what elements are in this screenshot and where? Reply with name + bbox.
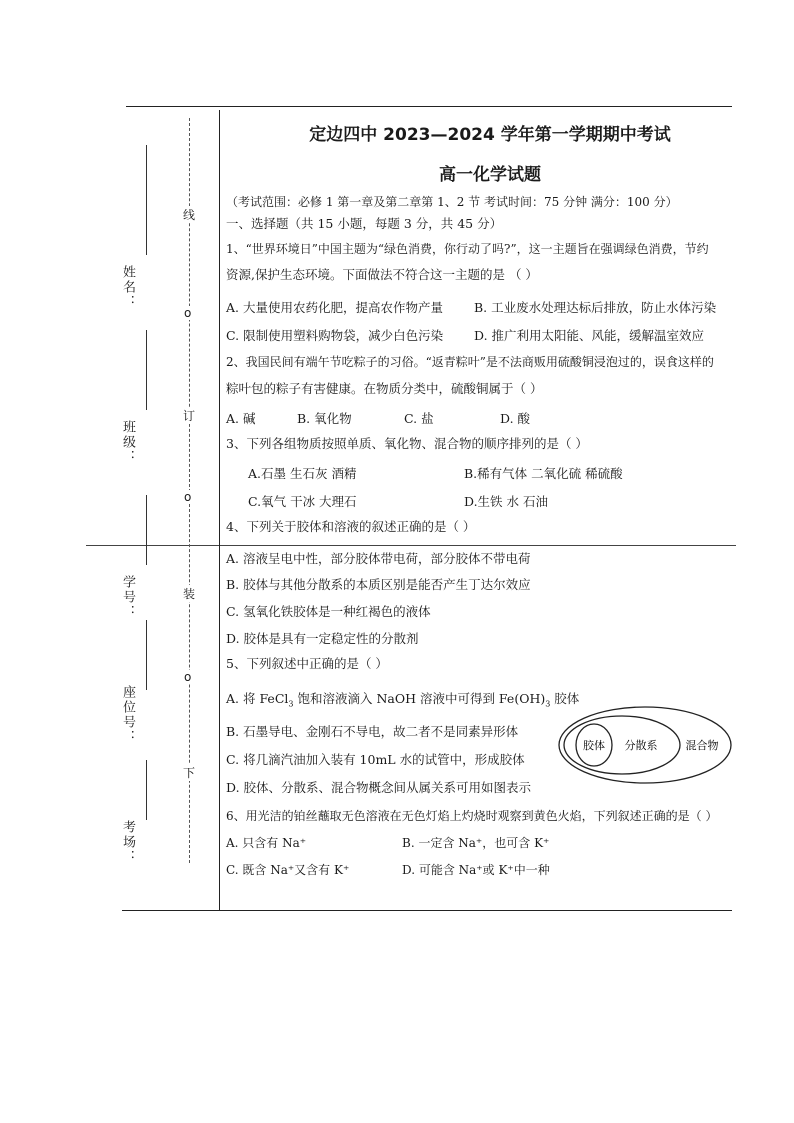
q1-option-c: C. 限制使用塑料购物袋，减少白色污染 <box>226 328 444 343</box>
binding-marker-circle: o <box>184 490 192 504</box>
q5-option-a-sub1: 3 <box>288 699 294 709</box>
q5-option-a-part2: 饱和溶液滴入 NaOH 溶液中可得到 Fe(OH) <box>293 691 546 706</box>
q2-option-b: B. 氧化物 <box>297 411 352 426</box>
exam-subtitle: 高一化学试题 <box>439 165 541 185</box>
q3-stem: 3、下列各组物质按照单质、氧化物、混合物的顺序排列的是（ ） <box>226 436 588 451</box>
q2-stem-2: 粽叶包的粽子有害健康。在物质分类中，硫酸铜属于（ ） <box>226 381 543 396</box>
exam-title: 定边四中 2023—2024 学年第一学期期中考试 <box>309 125 671 145</box>
middle-fold-line <box>86 545 736 546</box>
q5-option-a-part3: 胶体 <box>550 691 580 706</box>
q4-option-c: C. 氢氧化铁胶体是一种红褐色的液体 <box>226 604 431 619</box>
binding-marker-xia: 下 <box>183 766 196 780</box>
q6-stem: 6、用光洁的铂丝蘸取无色溶液在无色灯焰上灼烧时观察到黄色火焰，下列叙述正确的是（ ） <box>226 809 718 823</box>
seat-field-line <box>146 620 147 690</box>
q4-option-b: B. 胶体与其他分散系的本质区别是能否产生丁达尔效应 <box>226 577 531 592</box>
q5-option-b: B. 石墨导电、金刚石不导电，故二者不是同素异形体 <box>226 724 519 739</box>
q2-option-a: A. 碱 <box>226 411 256 426</box>
student-id-field-line <box>146 495 147 565</box>
q5-option-a-sub2: 3 <box>545 699 551 709</box>
q3-option-a: A.石墨 生石灰 酒精 <box>248 466 357 481</box>
q6-option-c: C. 既含 Na⁺又含有 K⁺ <box>226 863 350 877</box>
venn-diagram <box>556 700 734 790</box>
q5-option-c: C. 将几滴汽油加入装有 10mL 水的试管中，形成胶体 <box>226 752 525 767</box>
q1-stem-2: 资源,保护生态环境。下面做法不符合这一主题的是 （ ） <box>226 267 538 282</box>
class-field-line <box>146 330 147 410</box>
binding-marker-line: 线 <box>183 208 196 222</box>
q3-option-d: D.生铁 水 石油 <box>464 494 548 509</box>
q2-option-c: C. 盐 <box>404 411 434 426</box>
venn-label-colloid: 胶体 <box>583 739 605 752</box>
binding-marker-zhuang: 装 <box>183 587 196 601</box>
venn-label-dispersion: 分散系 <box>624 739 658 752</box>
room-field-line <box>146 760 147 820</box>
q2-option-d: D. 酸 <box>500 411 531 426</box>
q4-stem: 4、下列关于胶体和溶液的叙述正确的是（ ） <box>226 519 476 534</box>
q6-option-d: D. 可能含 Na⁺或 K⁺中一种 <box>402 863 550 877</box>
q4-option-d: D. 胶体是具有一定稳定性的分散剂 <box>226 631 419 646</box>
bottom-border <box>122 910 732 911</box>
q3-option-c: C.氧气 干冰 大理石 <box>248 494 357 509</box>
q1-option-a: A. 大量使用农药化肥，提高农作物产量 <box>226 300 443 315</box>
name-label: 姓名： <box>120 265 135 310</box>
binding-marker-circle: o <box>184 306 192 320</box>
q1-option-b: B. 工业废水处理达标后排放，防止水体污染 <box>474 300 717 315</box>
q1-option-d: D. 推广利用太阳能、风能，缓解温室效应 <box>474 328 705 343</box>
venn-dispersion-ellipse <box>564 716 680 774</box>
content-left-border <box>219 110 220 910</box>
class-label: 班级： <box>120 420 135 465</box>
q6-option-a: A. 只含有 Na⁺ <box>226 836 307 850</box>
seat-label: 座位号： <box>120 685 135 745</box>
section-heading: 一、选择题（共 15 小题，每题 3 分，共 45 分） <box>226 216 503 231</box>
venn-label-mixture: 混合物 <box>685 739 719 752</box>
q3-option-b: B.稀有气体 二氧化硫 稀硫酸 <box>464 466 623 481</box>
name-field-line <box>146 145 147 255</box>
exam-info: （考试范围：必修 1 第一章及第二章第 1、2 节 考试时间：75 分钟 满分：100 分） <box>226 195 678 209</box>
q6-option-b: B. 一定含 Na⁺，也可含 K⁺ <box>402 836 550 850</box>
q5-option-a <box>226 689 579 709</box>
q5-stem: 5、下列叙述中正确的是（ ） <box>226 656 388 671</box>
q5-option-a-part1: A. 将 FeCl <box>226 691 289 706</box>
top-border <box>126 106 732 107</box>
binding-marker-ding: 订 <box>183 409 196 423</box>
student-id-label: 学号： <box>120 575 135 620</box>
room-label: 考场： <box>120 820 135 865</box>
binding-marker-circle: o <box>184 670 192 684</box>
q5-option-d: D. 胶体、分散系、混合物概念间从属关系可用如图表示 <box>226 780 532 795</box>
q4-option-a: A. 溶液呈电中性，部分胶体带电荷，部分胶体不带电荷 <box>226 551 531 566</box>
q1-stem: 1、“世界环境日”中国主题为“绿色消费，你行动了吗?”，这一主题旨在强调绿色消费，节约 <box>226 242 709 256</box>
q2-stem: 2、我国民间有端午节吃粽子的习俗。“返青粽叶”是不法商贩用硫酸铜浸泡过的，误食这样的 <box>226 355 714 369</box>
